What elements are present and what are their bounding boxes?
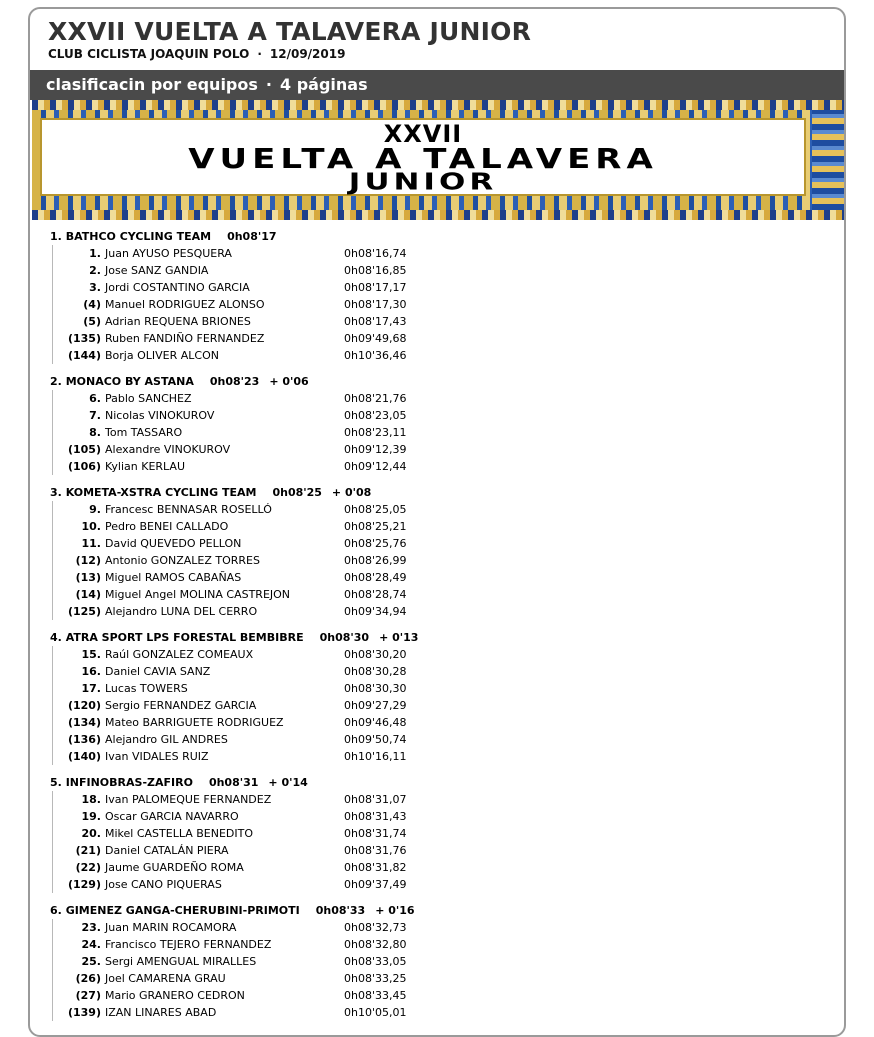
rider-name[interactable]: Francisco TEJERO FERNANDEZ: [105, 938, 272, 951]
rider-name[interactable]: David QUEVEDO PELLON: [105, 537, 242, 550]
rider-name[interactable]: Pablo SANCHEZ: [105, 392, 192, 405]
rider-row: [53, 441, 844, 458]
rider-time: 0h09'50,74: [344, 733, 407, 746]
rider-row: [53, 646, 844, 663]
rider-name[interactable]: Miguel RAMOS CABAÑAS: [105, 571, 242, 584]
rider-time: 0h08'30,30: [344, 682, 407, 695]
rider-position: (134): [67, 716, 101, 729]
rider-position: (13): [75, 571, 101, 584]
rider-position: (12): [75, 554, 101, 567]
rider-row: [53, 1004, 844, 1021]
rider-time: 0h08'31,76: [344, 844, 407, 857]
rider-time: 0h08'28,74: [344, 588, 407, 601]
team-block: [50, 903, 844, 1021]
rider-row: [53, 458, 844, 475]
team-name[interactable]: KOMETA-XSTRA CYCLING TEAM: [65, 486, 257, 499]
team-time: 0h08'25: [272, 486, 322, 499]
team-rank: 4.: [50, 631, 62, 644]
classification-type[interactable]: clasificacin por equipos: [46, 75, 258, 94]
rider-name[interactable]: Adrian REQUENA BRIONES: [105, 315, 251, 328]
team-block: [50, 775, 844, 893]
team-gap: + 0'06: [269, 375, 309, 388]
rider-row: [53, 808, 844, 825]
rider-row: [53, 313, 844, 330]
rider-time: 0h09'46,48: [344, 716, 407, 729]
page-title: XXVII VUELTA A TALAVERA JUNIOR: [48, 17, 532, 46]
rider-name[interactable]: Lucas TOWERS: [105, 682, 188, 695]
rider-time: 0h08'25,21: [344, 520, 407, 533]
rider-row: [53, 876, 844, 893]
rider-row: [53, 535, 844, 552]
rider-time: 0h08'32,80: [344, 938, 407, 951]
rider-name[interactable]: Daniel CAVIA SANZ: [105, 665, 211, 678]
rider-time: 0h08'17,17: [344, 281, 407, 294]
rider-position: 3.: [89, 281, 101, 294]
team-results: [30, 220, 844, 1021]
rider-position: (129): [67, 878, 101, 891]
rider-row: [53, 697, 844, 714]
rider-row: [53, 569, 844, 586]
rider-position: (144): [67, 349, 101, 362]
rider-list: [52, 390, 844, 475]
results-sheet: [28, 7, 846, 1037]
rider-name[interactable]: Mateo BARRIGUETE RODRIGUEZ: [105, 716, 284, 729]
rider-position: 1.: [89, 247, 101, 260]
rider-list: [52, 245, 844, 364]
team-gap: + 0'14: [268, 776, 308, 789]
team-header: [50, 903, 844, 919]
rider-position: 11.: [81, 537, 101, 550]
rider-name[interactable]: Sergio FERNANDEZ GARCIA: [105, 699, 257, 712]
rider-position: (27): [75, 989, 101, 1002]
rider-time: 0h09'49,68: [344, 332, 407, 345]
team-time: 0h08'30: [319, 631, 370, 644]
rider-time: 0h10'36,46: [344, 349, 407, 362]
rider-position: 19.: [81, 810, 101, 823]
tile-border-bottom: [32, 210, 844, 220]
rider-name[interactable]: Ivan VIDALES RUIZ: [105, 750, 209, 763]
team-name[interactable]: INFINOBRAS-ZAFIRO: [65, 776, 193, 789]
team-name[interactable]: ATRA SPORT LPS FORESTAL BEMBIBRE: [65, 631, 304, 644]
rider-row: [53, 825, 844, 842]
rider-row: [53, 501, 844, 518]
rider-name[interactable]: Pedro BENEI CALLADO: [105, 520, 229, 533]
rider-name[interactable]: Sergi AMENGUAL MIRALLES: [105, 955, 257, 968]
rider-time: 0h08'31,82: [344, 861, 407, 874]
rider-name[interactable]: Juan AYUSO PESQUERA: [105, 247, 232, 260]
rider-list: [52, 919, 844, 1021]
rider-name[interactable]: Antonio GONZALEZ TORRES: [105, 554, 260, 567]
rider-time: 0h08'31,74: [344, 827, 407, 840]
rider-name[interactable]: Joel CAMARENA GRAU: [105, 972, 226, 985]
rider-name[interactable]: Mario GRANERO CEDRON: [105, 989, 245, 1002]
event-banner: [32, 100, 844, 220]
rider-name[interactable]: Jose CANO PIQUERAS: [105, 878, 222, 891]
rider-position: (5): [83, 315, 101, 328]
rider-position: 25.: [81, 955, 101, 968]
team-name[interactable]: BATHCO CYCLING TEAM: [65, 230, 212, 243]
team-header: [50, 775, 844, 791]
rider-time: 0h08'17,43: [344, 315, 407, 328]
banner-line-1: XXVII: [383, 120, 463, 148]
rider-row: [53, 842, 844, 859]
rider-position: 15.: [81, 648, 101, 661]
rider-position: (26): [75, 972, 101, 985]
rider-name[interactable]: Alejandro LUNA DEL CERRO: [105, 605, 258, 618]
rider-position: (106): [67, 460, 101, 473]
rider-name[interactable]: Nicolas VINOKUROV: [105, 409, 215, 422]
rider-list: [52, 501, 844, 620]
rider-name[interactable]: Raúl GONZALEZ COMEAUX: [105, 648, 254, 661]
rider-time: 0h08'23,05: [344, 409, 407, 422]
rider-time: 0h08'33,25: [344, 972, 407, 985]
separator: ·: [257, 47, 262, 61]
rider-position: 6.: [89, 392, 101, 405]
rider-row: [53, 279, 844, 296]
team-time: 0h08'31: [208, 776, 259, 789]
team-header: [50, 630, 844, 646]
rider-time: 0h08'30,28: [344, 665, 407, 678]
rider-time: 0h08'17,30: [344, 298, 407, 311]
rider-row: [53, 586, 844, 603]
rider-row: [53, 936, 844, 953]
rider-name[interactable]: Juan MARIN ROCAMORA: [105, 921, 237, 934]
page-count[interactable]: 4 páginas: [279, 75, 368, 94]
team-gap: + 0'13: [379, 631, 419, 644]
rider-name[interactable]: Ruben FANDIÑO FERNANDEZ: [105, 332, 265, 345]
tile-border-top: [32, 100, 844, 110]
page-header: [30, 9, 844, 70]
rider-row: [53, 953, 844, 970]
rider-position: (14): [75, 588, 101, 601]
rider-row: [53, 970, 844, 987]
team-gap: + 0'08: [331, 486, 372, 499]
team-rank: 6.: [50, 904, 62, 917]
rider-name[interactable]: Alejandro GIL ANDRES: [105, 733, 228, 746]
rider-position: 18.: [81, 793, 101, 806]
rider-name[interactable]: Ivan PALOMEQUE FERNANDEZ: [105, 793, 272, 806]
rider-time: 0h10'05,01: [344, 1006, 407, 1019]
team-rank: 1.: [50, 230, 62, 243]
team-time: 0h08'33: [315, 904, 366, 917]
rider-position: (120): [67, 699, 101, 712]
rider-time: 0h08'16,74: [344, 247, 407, 260]
rider-time: 0h08'30,20: [344, 648, 407, 661]
rider-row: [53, 347, 844, 364]
rider-row: [53, 518, 844, 535]
rider-time: 0h09'27,29: [344, 699, 407, 712]
rider-name[interactable]: Daniel CATALÁN PIERA: [105, 844, 229, 857]
banner-line-3: JUNIOR: [348, 168, 498, 196]
event-date: 12/09/2019: [269, 47, 346, 61]
rider-row: [53, 663, 844, 680]
rider-time: 0h09'37,49: [344, 878, 407, 891]
classification-bar: [30, 70, 844, 100]
event-subtitle: [48, 47, 844, 61]
rider-row: [53, 680, 844, 697]
rider-row: [53, 424, 844, 441]
rider-time: 0h08'33,45: [344, 989, 407, 1002]
rider-time: 0h08'28,49: [344, 571, 407, 584]
rider-row: [53, 714, 844, 731]
rider-name[interactable]: Jose SANZ GANDIA: [105, 264, 209, 277]
banner-line-2: VUELTA A TALAVERA: [188, 143, 658, 175]
team-name[interactable]: MONACO BY ASTANA: [65, 375, 194, 388]
rider-name[interactable]: Jordi COSTANTINO GARCIA: [105, 281, 250, 294]
separator: ·: [265, 75, 272, 94]
rider-time: 0h08'25,76: [344, 537, 407, 550]
rider-position: 24.: [81, 938, 101, 951]
organizer: CLUB CICLISTA JOAQUIN POLO: [48, 47, 250, 61]
rider-name[interactable]: Mikel CASTELLA BENEDITO: [105, 827, 254, 840]
rider-list: [52, 791, 844, 893]
rider-name[interactable]: Alexandre VINOKUROV: [105, 443, 231, 456]
rider-row: [53, 390, 844, 407]
rider-row: [53, 919, 844, 936]
tile-border-right: [812, 110, 844, 210]
rider-name[interactable]: Francesc BENNASAR ROSELLÓ: [105, 503, 272, 516]
rider-name[interactable]: Tom TASSARO: [105, 426, 183, 439]
rider-position: 10.: [81, 520, 101, 533]
rider-row: [53, 731, 844, 748]
rider-position: 2.: [89, 264, 101, 277]
team-block: [50, 374, 844, 475]
team-rank: 3.: [50, 486, 62, 499]
rider-name[interactable]: Borja OLIVER ALCON: [105, 349, 219, 362]
rider-position: (21): [75, 844, 101, 857]
rider-position: (4): [83, 298, 101, 311]
team-block: [50, 630, 844, 765]
rider-position: 23.: [81, 921, 101, 934]
rider-time: 0h08'26,99: [344, 554, 407, 567]
rider-position: (125): [67, 605, 101, 618]
rider-row: [53, 859, 844, 876]
rider-position: (22): [75, 861, 101, 874]
rider-position: 9.: [89, 503, 101, 516]
team-header: [50, 229, 844, 245]
team-header: [50, 374, 844, 390]
team-time: 0h08'17: [227, 230, 277, 243]
rider-time: 0h08'23,11: [344, 426, 407, 439]
rider-position: 8.: [89, 426, 101, 439]
rider-name[interactable]: Kylian KERLAU: [105, 460, 186, 473]
rider-position: 20.: [81, 827, 101, 840]
team-block: [50, 229, 844, 364]
team-rank: 2.: [50, 375, 62, 388]
rider-row: [53, 296, 844, 313]
rider-time: 0h08'16,85: [344, 264, 407, 277]
rider-position: 17.: [81, 682, 101, 695]
rider-position: (135): [67, 332, 101, 345]
rider-time: 0h08'21,76: [344, 392, 407, 405]
rider-name[interactable]: IZAN LINARES ABAD: [105, 1006, 217, 1019]
rider-time: 0h08'32,73: [344, 921, 407, 934]
rider-row: [53, 552, 844, 569]
team-name[interactable]: GIMENEZ GANGA-CHERUBINI-PRIMOTI: [65, 904, 300, 917]
rider-time: 0h09'12,44: [344, 460, 407, 473]
team-time: 0h08'23: [209, 375, 260, 388]
rider-time: 0h08'31,43: [344, 810, 407, 823]
rider-position: (140): [67, 750, 101, 763]
rider-position: 16.: [81, 665, 101, 678]
rider-row: [53, 262, 844, 279]
rider-position: (136): [67, 733, 101, 746]
team-gap: + 0'16: [375, 904, 415, 917]
rider-name[interactable]: Miguel Angel MOLINA CASTREJON: [105, 588, 291, 601]
rider-row: [53, 603, 844, 620]
rider-position: (139): [67, 1006, 101, 1019]
rider-row: [53, 748, 844, 765]
rider-name[interactable]: Oscar GARCIA NAVARRO: [105, 810, 239, 823]
rider-time: 0h08'33,05: [344, 955, 407, 968]
rider-time: 0h08'31,07: [344, 793, 407, 806]
rider-row: [53, 245, 844, 262]
rider-row: [53, 791, 844, 808]
rider-time: 0h08'25,05: [344, 503, 407, 516]
team-block: [50, 485, 844, 620]
rider-row: [53, 987, 844, 1004]
rider-time: 0h09'34,94: [344, 605, 407, 618]
rider-row: [53, 407, 844, 424]
rider-list: [52, 646, 844, 765]
team-header: [50, 485, 844, 501]
rider-position: (105): [67, 443, 101, 456]
rider-name[interactable]: Manuel RODRIGUEZ ALONSO: [105, 298, 265, 311]
rider-time: 0h10'16,11: [344, 750, 407, 763]
rider-time: 0h09'12,39: [344, 443, 407, 456]
banner-text-panel: [40, 118, 806, 196]
rider-row: [53, 330, 844, 347]
rider-name[interactable]: Jaume GUARDEÑO ROMA: [105, 861, 244, 874]
team-rank: 5.: [50, 776, 62, 789]
rider-position: 7.: [89, 409, 101, 422]
